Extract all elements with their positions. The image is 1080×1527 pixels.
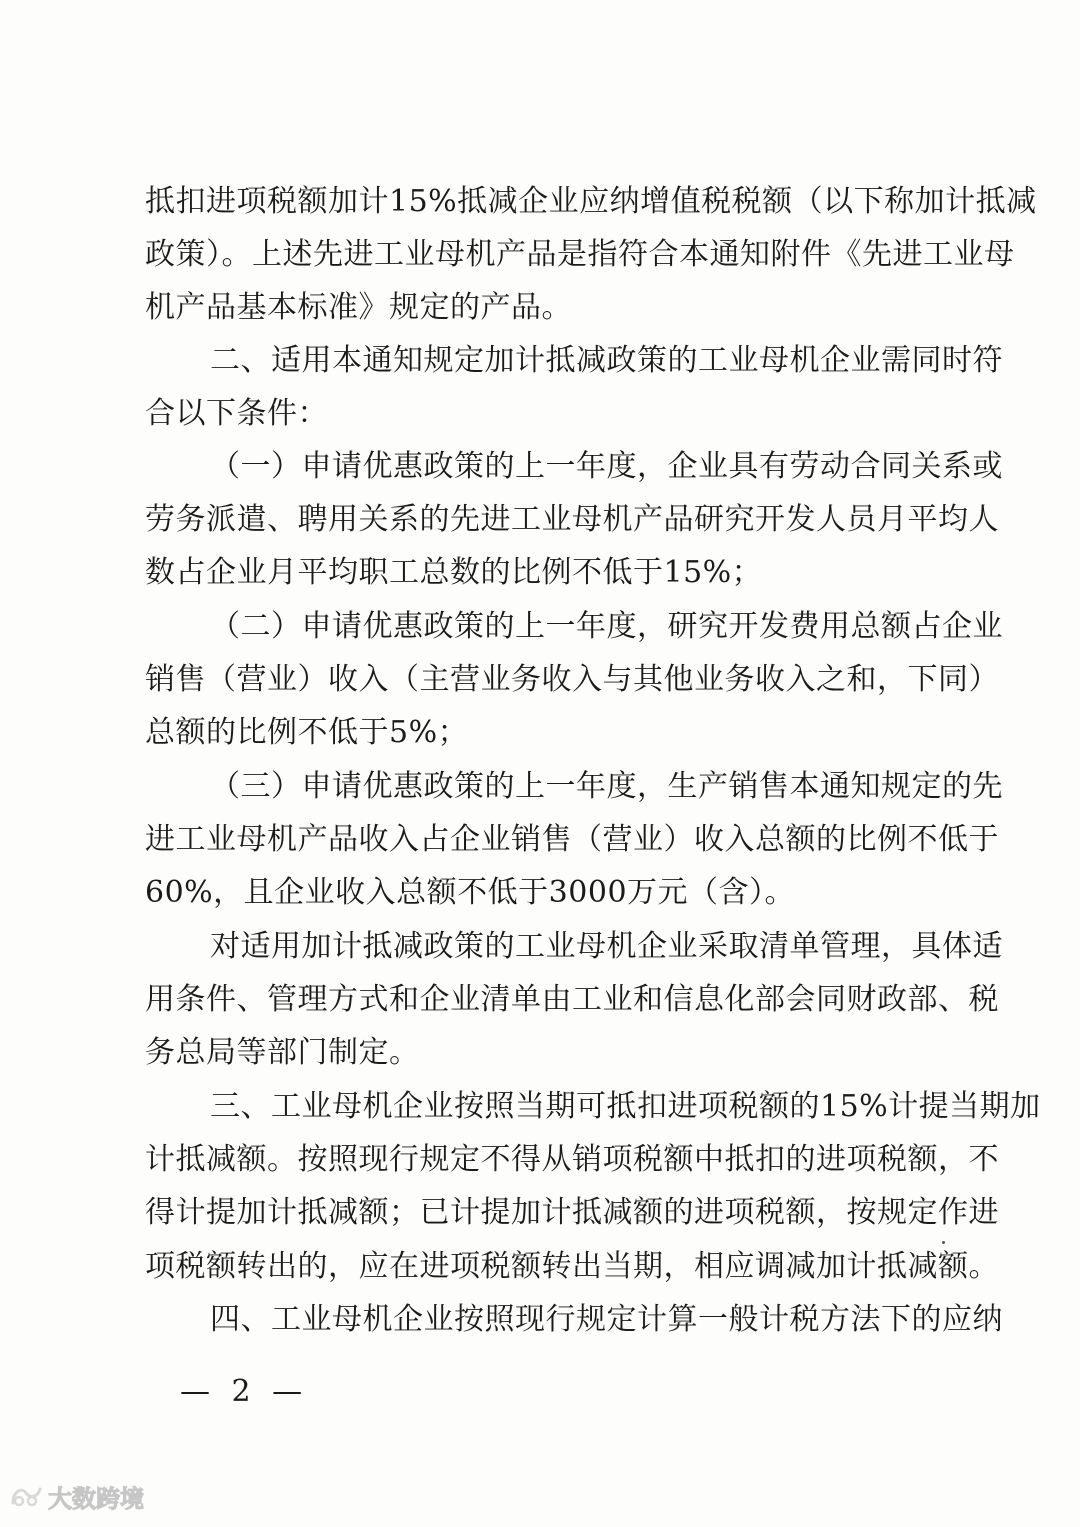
text-line: 用条件、管理方式和企业清单由工业和信息化部会同财政部、税 — [145, 982, 999, 1017]
text-line: 销售（营业）收入（主营业务收入与其他业务收入之和，下同） — [145, 662, 999, 697]
text-line: 计抵减额。按照现行规定不得从销项税额中抵扣的进项税额，不 — [145, 1142, 999, 1177]
text-line: 抵扣进项税额加计15%抵减企业应纳增值税税额（以下称加计抵减 — [145, 184, 1037, 219]
text-line: 数占企业月平均职工总数的比例不低于15%； — [145, 555, 763, 590]
text-line: 三、工业母机企业按照当期可抵扣进项税额的15%计提当期加 — [210, 1089, 1041, 1124]
text-line: （二）申请优惠政策的上一年度，研究开发费用总额占企业 — [210, 609, 1003, 644]
text-line: （三）申请优惠政策的上一年度，生产销售本通知规定的先 — [210, 769, 1003, 804]
text-line: 60%，且企业收入总额不低于3000万元（含）。 — [145, 875, 796, 910]
text-line: 四、工业母机企业按照现行规定计算一般计税方法下的应纳 — [210, 1302, 1003, 1337]
text-line: （一）申请优惠政策的上一年度，企业具有劳动合同关系或 — [210, 449, 1003, 484]
watermark — [10, 1478, 144, 1514]
text-line: 政策）。上述先进工业母机产品是指符合本通知附件《先进工业母 — [145, 237, 1015, 272]
watermark-text: 大数跨境 — [48, 1484, 144, 1513]
text-line: 得计提加计抵减额；已计提加计抵减额的进项税额，按规定作进 — [145, 1195, 999, 1230]
text-line: 劳务派遣、聘用关系的先进工业母机产品研究开发人员月平均人 — [145, 502, 999, 537]
text-line: 二、适用本通知规定加计抵减政策的工业母机企业需同时符 — [210, 343, 1003, 378]
scan-speck — [942, 1241, 945, 1244]
text-line: 项税额转出的，应在进项税额转出当期，相应调减加计抵减额。 — [145, 1249, 999, 1284]
text-line: 合以下条件： — [145, 396, 328, 431]
text-line: 对适用加计抵减政策的工业母机企业采取清单管理，具体适 — [210, 929, 1003, 964]
text-line: 机产品基本标准》规定的产品。 — [145, 290, 572, 325]
text-line: 进工业母机产品收入占企业销售（营业）收入总额的比例不低于 — [145, 822, 999, 857]
text-line: 总额的比例不低于5%； — [145, 715, 469, 750]
text-line: 务总局等部门制定。 — [145, 1035, 420, 1070]
page-number: — 2 — — [180, 1374, 309, 1409]
brand-logo-icon — [10, 1483, 44, 1509]
